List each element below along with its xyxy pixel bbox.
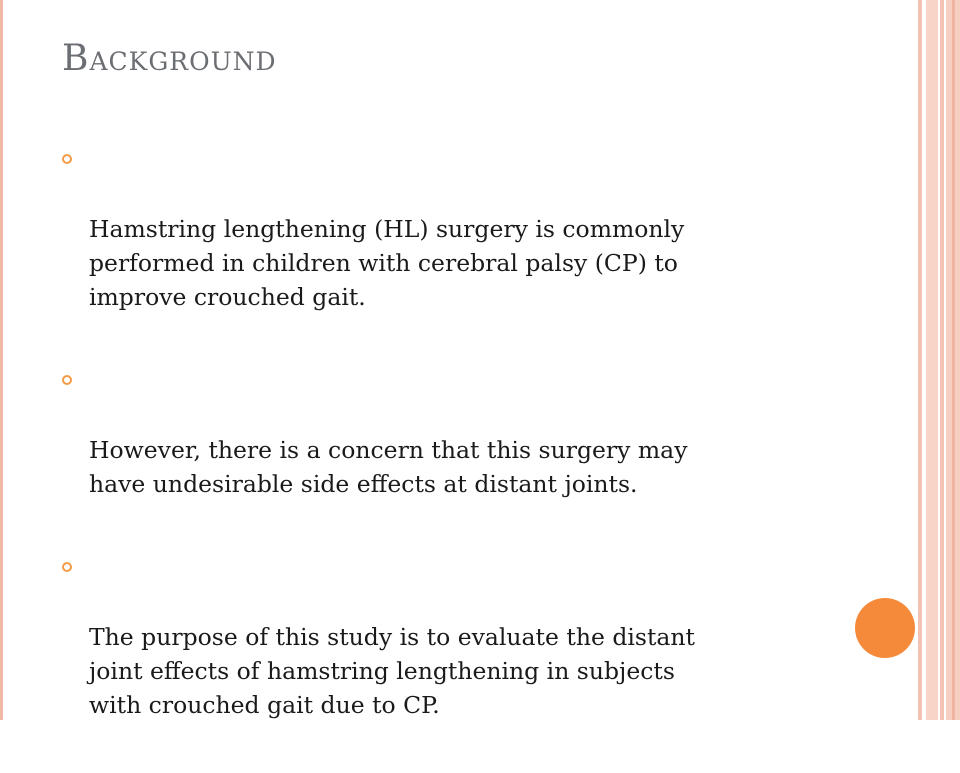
bullet-list xyxy=(62,144,862,773)
decorative-orange-circle-icon xyxy=(855,598,915,658)
bullet-item xyxy=(62,144,862,314)
bullet-item xyxy=(62,365,862,501)
bullet-text: However, there is a concern that this surgery may have undesirable side effects at distant joints. xyxy=(89,436,688,498)
right-stripe-3 xyxy=(940,0,944,720)
circle-bullet-icon xyxy=(62,375,72,385)
left-edge-stripe xyxy=(0,0,3,720)
bullet-text: Hamstring lengthening (HL) surgery is commonly performed in children with cerebral palsy (CP) to improve crouched gait. xyxy=(89,215,685,311)
right-stripe-2 xyxy=(926,0,938,720)
circle-bullet-icon xyxy=(62,154,72,164)
right-stripe-1 xyxy=(918,0,922,720)
bullet-item xyxy=(62,552,862,722)
circle-bullet-icon xyxy=(62,562,72,572)
slide-title: Background xyxy=(62,38,277,79)
bullet-text: The purpose of this study is to evaluate the distant joint effects of hamstring lengthening in subjects with crouched gait due to CP. xyxy=(89,623,695,719)
right-stripe-5 xyxy=(952,0,955,720)
